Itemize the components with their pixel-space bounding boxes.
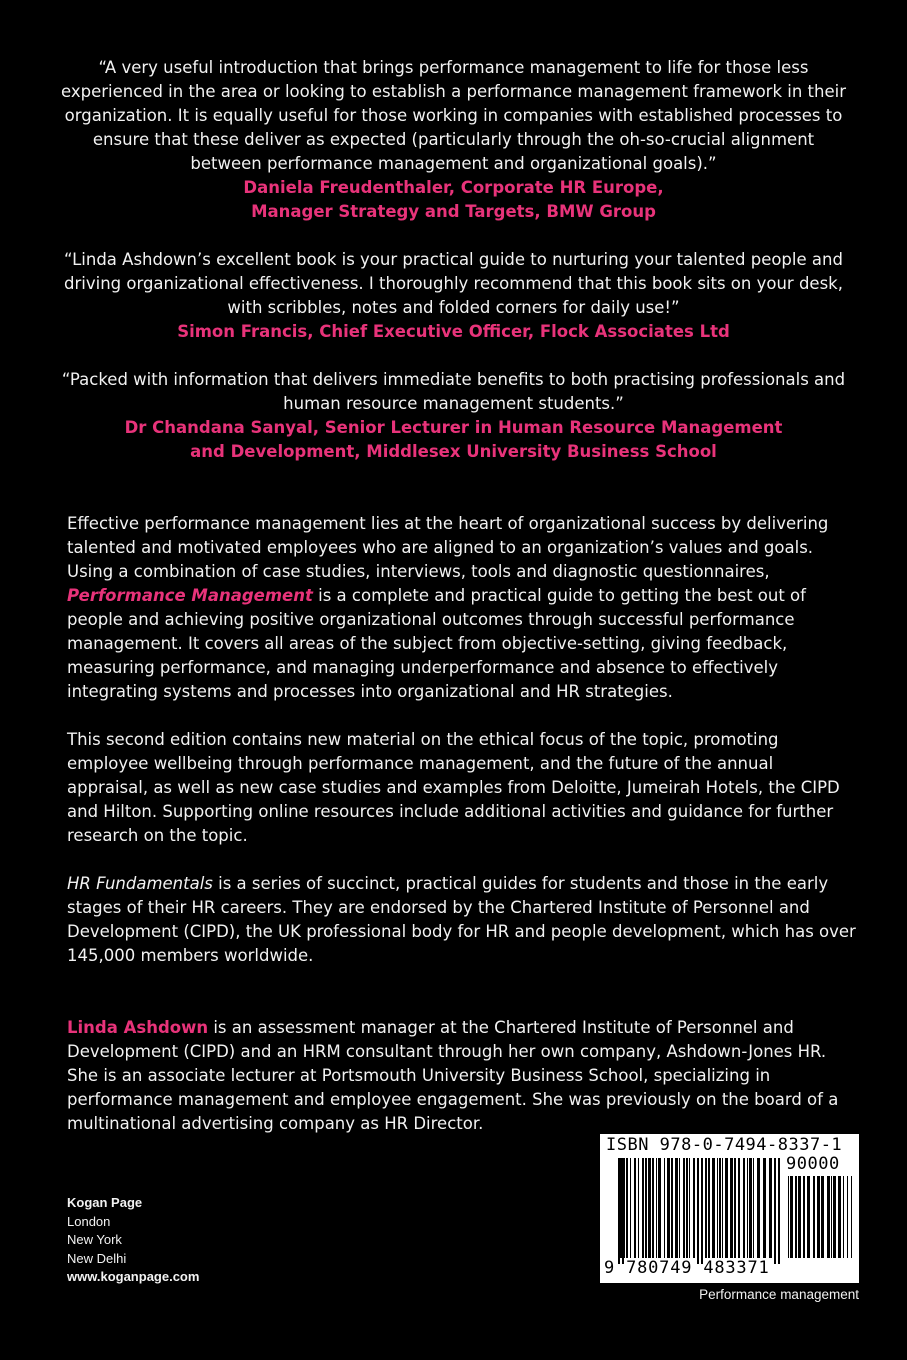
publisher-info (67, 1194, 199, 1287)
quote-text: “Packed with information that delivers immediate benefits to both practising professionals and human resource management students.” (61, 370, 846, 413)
description-paragraph-2: This second edition contains new material on the ethical focus of the topic, promoting employee wellbeing through performance management, and the future of the annual appraisal, as well as new case studies and examples from Deloitte, Jumeirah Hotels, the CIPD and Hilton. Supporting online resources include additional activities and guidance for further research on the topic. (67, 730, 840, 845)
description-text: Effective performance management lies at the heart of organizational success by delivering talented and motivated employees who are aligned to an organization’s values and goals. Using a combination of case studies, interviews, tools and diagnostic questionnaires, (67, 514, 829, 581)
publisher-city: London (67, 1213, 111, 1229)
isbn-label: ISBN 978-0-7494-8337-1 (606, 1135, 843, 1155)
publisher-city: New Delhi (67, 1250, 127, 1266)
caption: Performance management (699, 1287, 859, 1302)
publisher-website: www.koganpage.com (67, 1269, 200, 1284)
price-addon: 90000 (786, 1154, 840, 1174)
isbn-barcode (600, 1134, 859, 1283)
publisher-city: New York (67, 1232, 122, 1247)
book-title: Performance Management (67, 586, 313, 605)
quote-text: “A very useful introduction that brings performance management to life for those less experienced in the area or looking to establish a performance management framework in their organization. It is equally useful for those working in companies with established processes to ensure that these deliver as expected (particularly through the oh-so-crucial alignment between performance management and organizational goals).” (61, 58, 846, 173)
endorsement-quote-1 (60, 56, 847, 224)
description-text: is a complete and practical guide to getting the best out of people and achieving positive organizational outcomes through successful performance management. It covers all areas of the subject from objective-setting, giving feedback, measuring performance, and managing underperformance and absence to effectively integrating systems and processes into organizational and HR strategies. (67, 586, 806, 701)
quote-text: “Linda Ashdown’s excellent book is your practical guide to nurturing your talented people and driving organizational effectiveness. I thoroughly recommend that this book sits on your desk, with scribbles, notes and folded corners for daily use!” (64, 250, 843, 317)
quote-attribution: Daniela Freudenthaler, Corporate HR Europe, (243, 178, 664, 197)
quote-attribution: Simon Francis, Chief Executive Officer, Flock Associates Ltd (177, 322, 730, 341)
endorsement-quote-3 (60, 368, 847, 464)
publisher-name: Kogan Page (67, 1195, 143, 1210)
series-name: HR Fundamentals (67, 874, 213, 893)
author-name: Linda Ashdown (67, 1018, 209, 1037)
endorsement-quote-2 (60, 248, 847, 344)
quote-attribution: Dr Chandana Sanyal, Senior Lecturer in Human Resource Management (124, 418, 783, 437)
description-text: is a series of succinct, practical guides for students and those in the early stages of their HR careers. They are endorsed by the Chartered Institute of Personnel and Development (CIPD), the UK professional body for HR and people development, which has over 145,000 members worldwide. (67, 874, 856, 965)
quote-attribution: Manager Strategy and Targets, BMW Group (251, 202, 656, 221)
description-paragraph-3 (67, 872, 857, 968)
description-paragraph-1 (67, 512, 857, 704)
quote-attribution: and Development, Middlesex University Business School (190, 442, 717, 461)
author-bio (67, 1016, 857, 1136)
ean-digits: 9 780749 483371 (604, 1258, 770, 1278)
author-bio-text: is an assessment manager at the Chartered Institute of Personnel and Development (CIPD) and an HRM consultant through her own company, Ashdown-Jones HR. She is an associate lecturer at Portsmouth University Business School, specializing in performance management and employee engagement. She was previously on the board of a multinational advertising company as HR Director. (67, 1018, 839, 1133)
